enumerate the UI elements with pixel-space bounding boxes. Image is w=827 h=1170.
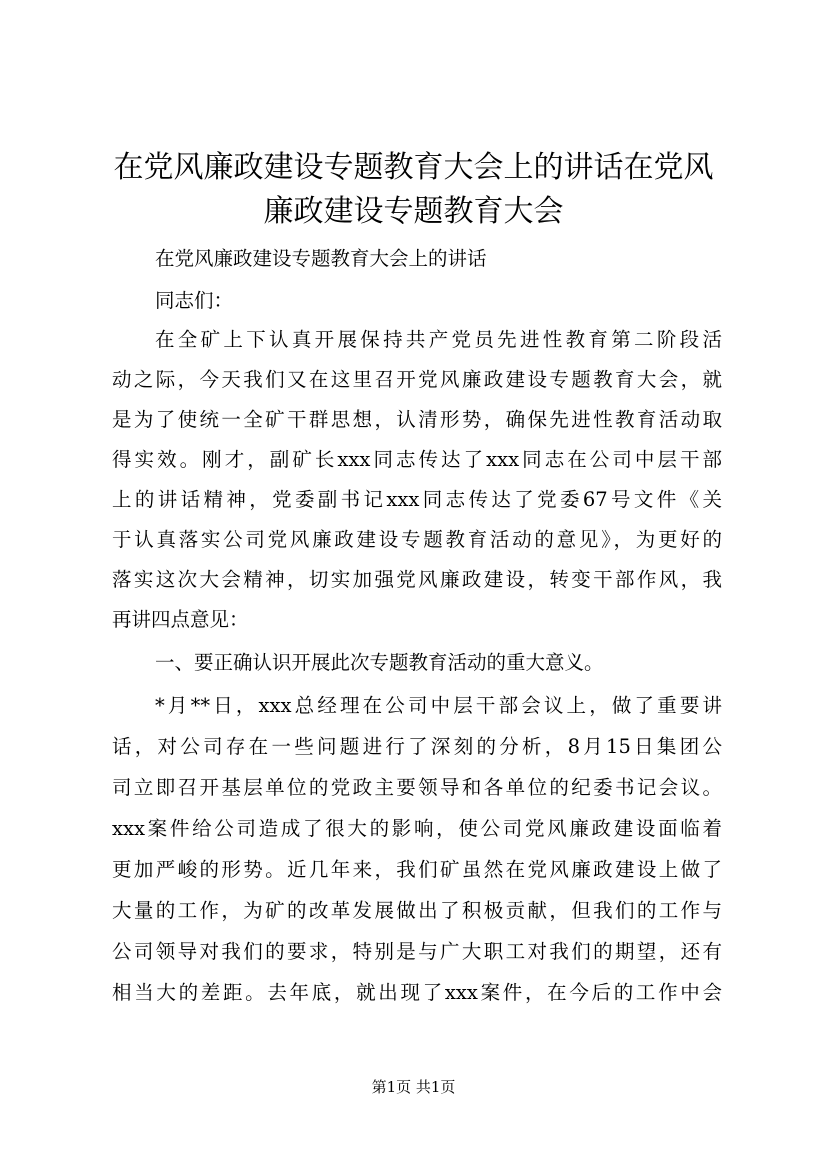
body-line: 落实这次大会精神，切实加强党风廉政建设，转变干部作风，我 bbox=[112, 568, 722, 591]
body-line: 在全矿上下认真开展保持共产党员先进性教育第二阶段活 bbox=[155, 328, 722, 351]
body-line: 上的讲话精神，党委副书记xxx同志传达了党委67号文件《关 bbox=[112, 488, 722, 511]
body-line: 司立即召开基层单位的党政主要领导和各单位的纪委书记会议。 bbox=[112, 776, 722, 799]
body-line: 更加严峻的形势。近几年来，我们矿虽然在党风廉政建设上做了 bbox=[112, 858, 722, 881]
page-footer: 第1页 共1页 bbox=[371, 1078, 456, 1096]
body-line: 相当大的差距。去年底，就出现了xxx案件，在今后的工作中会 bbox=[112, 981, 722, 1004]
body-line: 话，对公司存在一些问题进行了深刻的分析，8月15日集团公 bbox=[112, 735, 722, 758]
body-line: 大量的工作，为矿的改革发展做出了积极贡献，但我们的工作与 bbox=[112, 899, 722, 922]
body-line: 得实效。刚才，副矿长xxx同志传达了xxx同志在公司中层干部 bbox=[112, 448, 722, 471]
body-line: 公司领导对我们的要求，特别是与广大职工对我们的期望，还有 bbox=[112, 940, 722, 963]
body-line: 是为了使统一全矿干群思想，认清形势，确保先进性教育活动取 bbox=[112, 408, 722, 431]
salutation: 同志们： bbox=[155, 289, 234, 312]
document-title: 在党风廉政建设专题教育大会上的讲话在党风廉政建设专题教育大会 bbox=[113, 150, 714, 229]
body-line: 于认真落实公司党风廉政建设专题教育活动的意见》，为更好的 bbox=[112, 528, 722, 551]
body-line: 再讲四点意见： bbox=[112, 608, 249, 631]
body-line: xxx案件给公司造成了很大的影响，使公司党风廉政建设面临着 bbox=[112, 817, 722, 840]
document-subtitle: 在党风廉政建设专题教育大会上的讲话 bbox=[155, 247, 487, 270]
section-heading: 一、要正确认识开展此次专题教育活动的重大意义。 bbox=[155, 651, 604, 674]
body-line: *月**日，xxx总经理在公司中层干部会议上，做了重要讲 bbox=[155, 694, 722, 717]
body-line: 动之际，今天我们又在这里召开党风廉政建设专题教育大会，就 bbox=[112, 368, 722, 391]
